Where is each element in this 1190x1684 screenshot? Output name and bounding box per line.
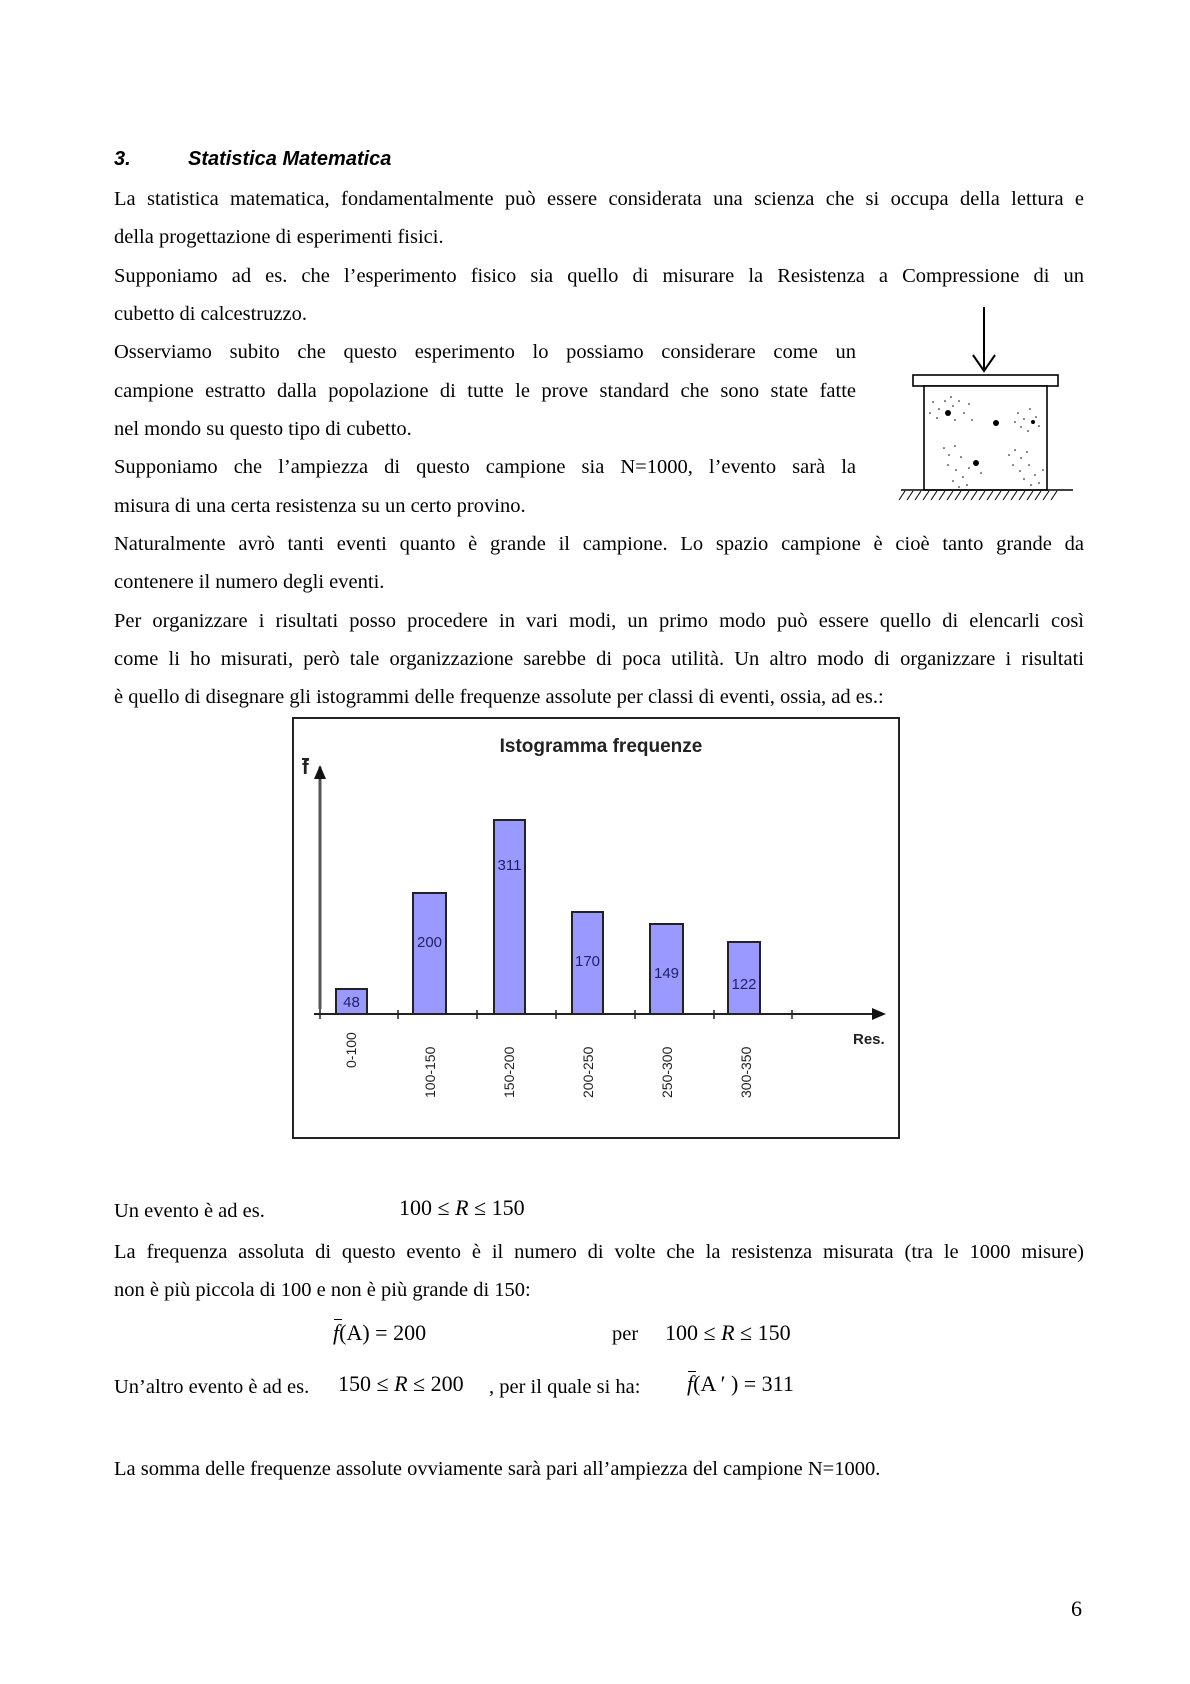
section-number: 3.	[114, 148, 131, 170]
x-tick-label: 0-100	[343, 1032, 359, 1068]
compression-cube-figure	[893, 305, 1075, 500]
x-axis-arrow-icon	[872, 1008, 886, 1020]
another-event-line: Un’altro evento è ad es. 150 ≤ R ≤ 200 , per il quale si ha: f(A ′ ) = 311	[114, 1371, 794, 1398]
bar-250-300: 149	[649, 923, 684, 1015]
histogram-chart	[292, 717, 900, 1139]
y-axis-label: f	[302, 757, 309, 779]
paragraph-line: Supponiamo che l’ampiezza di questo campione sia N=1000, l’evento sarà la	[114, 456, 856, 478]
equation-frequency-a: f(A) = 200	[333, 1320, 427, 1345]
section-heading	[114, 148, 391, 171]
x-tick-label: 150-200	[501, 1046, 517, 1098]
x-tick-label: 200-250	[580, 1046, 596, 1098]
equation-per: per	[612, 1323, 639, 1345]
paragraph-line: contenere il numero degli eventi.	[114, 571, 385, 593]
chart-title: Istogramma frequenze	[499, 736, 703, 757]
equation-condition: 100 ≤ R ≤ 150	[665, 1320, 791, 1345]
page-number: 6	[1071, 1596, 1082, 1621]
paragraph-line: La somma delle frequenze assolute ovviamente sarà pari all’ampiezza del campione N=1000.	[114, 1458, 881, 1480]
arrow-down-icon	[973, 307, 995, 371]
y-axis-arrow-icon	[314, 765, 326, 779]
bar-300-350: 122	[727, 941, 761, 1015]
paragraph-line: è quello di disegnare gli istogrammi delle frequenze assolute per classi di eventi, ossia, ad es.:	[114, 686, 884, 708]
bar-150-200: 311	[493, 819, 526, 1015]
paragraph-line: non è più piccola di 100 e non è più grande di 150:	[114, 1279, 531, 1301]
equation-frequency-a-prime: f(A ′ ) = 311	[687, 1371, 794, 1396]
paragraph-line: La statistica matematica, fondamentalmente può essere considerata una scienza che si occupa della lettura e	[114, 188, 1084, 210]
x-axis-label: Res.	[853, 1031, 885, 1048]
paragraph-line: come li ho misurati, però tale organizzazione sarebbe di poca utilità. Un altro modo di organizzare i risultati	[114, 648, 1084, 670]
paragraph-line: della progettazione di esperimenti fisici.	[114, 226, 444, 248]
section-title: Statistica Matematica	[188, 148, 392, 170]
event-inequality-2: 150 ≤ R ≤ 200	[338, 1371, 464, 1396]
bar-100-150: 200	[412, 892, 447, 1015]
bar-0-100: 48	[335, 988, 368, 1015]
paragraph-line: Per organizzare i risultati posso procedere in vari modi, un primo modo può essere quello di elencarli così	[114, 610, 1084, 632]
paragraph-line: campione estratto dalla popolazione di tutte le prove standard che sono state fatte	[114, 380, 856, 402]
x-tick-label: 100-150	[422, 1046, 438, 1098]
ground-hatch-icon	[899, 491, 1057, 500]
paragraph-line: nel mondo su questo tipo di cubetto.	[114, 418, 412, 440]
x-tick-label: 300-350	[738, 1046, 754, 1098]
event-inequality: 100 ≤ R ≤ 150	[399, 1195, 525, 1220]
bar-200-250: 170	[571, 911, 604, 1015]
paragraph-line: Supponiamo ad es. che l’esperimento fisico sia quello di misurare la Resistenza a Compressione di un	[114, 265, 1084, 287]
event-example-line: Un evento è ad es. 100 ≤ R ≤ 150	[114, 1195, 525, 1222]
paragraph-line: cubetto di calcestruzzo.	[114, 303, 307, 325]
paragraph-line: Osserviamo subito che questo esperimento lo possiamo considerare come un	[114, 341, 856, 363]
paragraph-line: La frequenza assoluta di questo evento è il numero di volte che la resistenza misurata (tra le 1000 misure)	[114, 1241, 1084, 1263]
x-tick-label: 250-300	[659, 1046, 675, 1098]
paragraph-line: Naturalmente avrò tanti eventi quanto è grande il campione. Lo spazio campione è cioè tanto grande da	[114, 533, 1084, 555]
paragraph-line: misura di una certa resistenza su un certo provino.	[114, 495, 526, 517]
